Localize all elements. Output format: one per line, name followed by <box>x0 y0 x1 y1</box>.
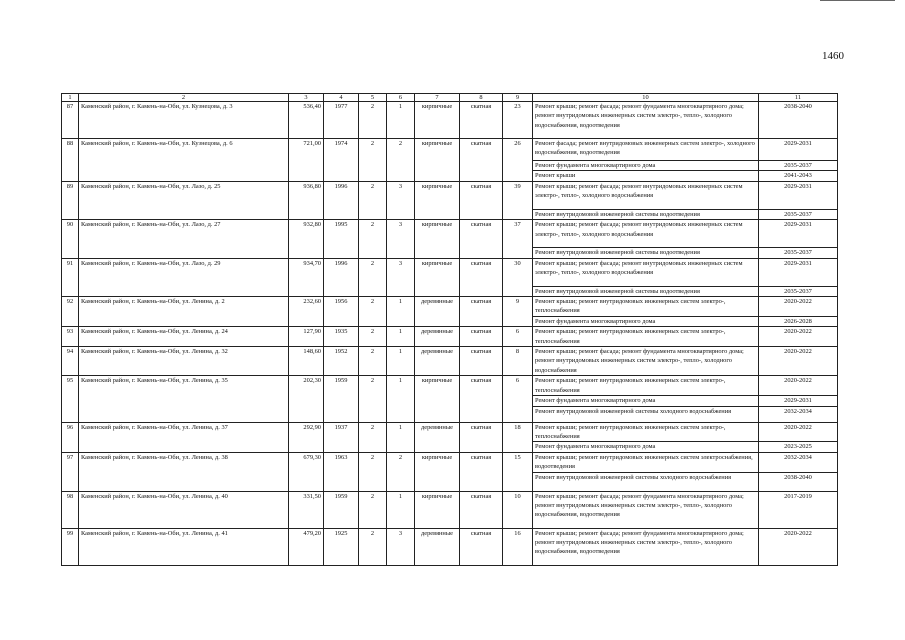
work-period: 2038-2040 <box>759 472 838 491</box>
work-period: 2029-2031 <box>759 220 838 248</box>
work-period: 2020-2022 <box>759 347 838 376</box>
wall-material: кирпичные <box>415 376 460 422</box>
wall-material: кирпичные <box>415 452 460 491</box>
total-area: 292,90 <box>289 422 324 452</box>
wall-material: кирпичные <box>415 258 460 296</box>
work-period: 2020-2022 <box>759 376 838 396</box>
col-header-7: 7 <box>415 94 460 102</box>
table-row <box>62 347 838 376</box>
record-number: 89 <box>62 181 79 219</box>
work-description: Ремонт крыши; ремонт фасада; ремонт внутридомовых инженерных систем электро-, тепло-, холодного водоснабжения <box>533 258 759 286</box>
table-row <box>62 422 838 442</box>
work-description: Ремонт внутридомовой инженерной системы водоотведения <box>533 248 759 258</box>
table-row <box>62 181 838 209</box>
entrances-count: 3 <box>387 181 415 219</box>
record-number: 93 <box>62 327 79 347</box>
floors-count: 2 <box>359 528 387 565</box>
address: Каменский район, г. Камень-на-Оби, ул. Ленина, д. 41 <box>79 528 289 565</box>
col-header-3: 3 <box>289 94 324 102</box>
page-number: 1460 <box>822 50 844 62</box>
top-edge-line <box>820 0 895 2</box>
work-description: Ремонт внутридомовой инженерной системы холодного водоснабжения <box>533 472 759 491</box>
table-row <box>62 139 838 161</box>
total-area: 232,60 <box>289 297 324 327</box>
total-area: 148,60 <box>289 347 324 376</box>
address: Каменский район, г. Камень-на-Оби, ул. Кузнецова, д. 6 <box>79 139 289 182</box>
work-period: 2029-2031 <box>759 139 838 161</box>
wall-material: деревянные <box>415 528 460 565</box>
work-description: Ремонт крыши; ремонт фасада; ремонт внутридомовых инженерных систем электро-, тепло-, холодного водоснабжения <box>533 181 759 209</box>
col-header-11: 11 <box>759 94 838 102</box>
year-built: 1995 <box>324 220 359 258</box>
col-header-4: 4 <box>324 94 359 102</box>
col-header-1: 1 <box>62 94 79 102</box>
address: Каменский район, г. Камень-на-Оби, ул. Ленина, д. 35 <box>79 376 289 422</box>
floors-count: 2 <box>359 491 387 528</box>
work-period: 2041-2043 <box>759 171 838 181</box>
residents-count: 39 <box>503 181 533 219</box>
roof-type: скатная <box>460 327 503 347</box>
floors-count: 2 <box>359 422 387 452</box>
repair-schedule-table <box>61 93 838 566</box>
roof-type: скатная <box>460 452 503 491</box>
record-number: 92 <box>62 297 79 327</box>
floors-count: 2 <box>359 347 387 376</box>
work-description: Ремонт фасада; ремонт внутридомовых инженерных систем электро-, холодного водоснабжения, водоотведения <box>533 139 759 161</box>
work-description: Ремонт внутридомовой инженерной системы водоотведения <box>533 209 759 219</box>
col-header-10: 10 <box>533 94 759 102</box>
year-built: 1977 <box>324 102 359 139</box>
wall-material: кирпичные <box>415 139 460 182</box>
work-period: 2026-2028 <box>759 316 838 326</box>
year-built: 1963 <box>324 452 359 491</box>
wall-material: деревянные <box>415 422 460 452</box>
year-built: 1996 <box>324 181 359 219</box>
residents-count: 26 <box>503 139 533 182</box>
work-period: 2029-2031 <box>759 396 838 406</box>
wall-material: кирпичные <box>415 491 460 528</box>
total-area: 721,00 <box>289 139 324 182</box>
table-row <box>62 220 838 248</box>
work-period: 2038-2040 <box>759 102 838 139</box>
residents-count: 6 <box>503 376 533 422</box>
roof-type: скатная <box>460 139 503 182</box>
entrances-count: 1 <box>387 297 415 327</box>
total-area: 679,30 <box>289 452 324 491</box>
residents-count: 6 <box>503 327 533 347</box>
work-description: Ремонт крыши; ремонт внутридомовых инженерных систем электро-, теплоснабжения <box>533 422 759 442</box>
roof-type: скатная <box>460 491 503 528</box>
floors-count: 2 <box>359 181 387 219</box>
record-number: 95 <box>62 376 79 422</box>
address: Каменский район, г. Камень-на-Оби, ул. Ленина, д. 24 <box>79 327 289 347</box>
table-row <box>62 452 838 472</box>
total-area: 934,70 <box>289 258 324 296</box>
table-body <box>62 94 838 566</box>
address: Каменский район, г. Камень-на-Оби, ул. Ленина, д. 38 <box>79 452 289 491</box>
work-description: Ремонт крыши; ремонт фасада; ремонт фундамента многоквартирного дома; ремонт внутридомовых инженерных систем электро-, тепло-, холодного водоснабжения <box>533 347 759 376</box>
work-description: Ремонт фундамента многоквартирного дома <box>533 396 759 406</box>
floors-count: 2 <box>359 376 387 422</box>
address: Каменский район, г. Камень-на-Оби, ул. Кузнецова, д. 3 <box>79 102 289 139</box>
record-number: 96 <box>62 422 79 452</box>
roof-type: скатная <box>460 347 503 376</box>
roof-type: скатная <box>460 422 503 452</box>
record-number: 97 <box>62 452 79 491</box>
address: Каменский район, г. Камень-на-Оби, ул. Ленина, д. 32 <box>79 347 289 376</box>
record-number: 94 <box>62 347 79 376</box>
work-period: 2035-2037 <box>759 248 838 258</box>
col-header-6: 6 <box>387 94 415 102</box>
col-header-5: 5 <box>359 94 387 102</box>
address: Каменский район, г. Камень-на-Оби, ул. Ленина, д. 37 <box>79 422 289 452</box>
total-area: 127,90 <box>289 327 324 347</box>
floors-count: 2 <box>359 258 387 296</box>
work-description: Ремонт фундамента многоквартирного дома <box>533 316 759 326</box>
year-built: 1959 <box>324 376 359 422</box>
residents-count: 23 <box>503 102 533 139</box>
year-built: 1996 <box>324 258 359 296</box>
work-period: 2017-2019 <box>759 491 838 528</box>
entrances-count: 1 <box>387 327 415 347</box>
table-row <box>62 491 838 528</box>
wall-material: кирпичные <box>415 181 460 219</box>
work-description: Ремонт крыши; ремонт внутридомовых инженерных систем электро-, теплоснабжения <box>533 376 759 396</box>
col-header-8: 8 <box>460 94 503 102</box>
entrances-count: 1 <box>387 422 415 452</box>
work-description: Ремонт крыши; ремонт фасада; ремонт фундамента многоквартирного дома; ремонт внутридомовых инженерных систем электро-, тепло-, холодного водоснабжения, водоотведения <box>533 528 759 565</box>
work-period: 2032-2034 <box>759 452 838 472</box>
table-row <box>62 327 838 347</box>
year-built: 1925 <box>324 528 359 565</box>
total-area: 479,20 <box>289 528 324 565</box>
work-description: Ремонт внутридомовой инженерной системы водоотведения <box>533 286 759 296</box>
floors-count: 2 <box>359 220 387 258</box>
col-header-9: 9 <box>503 94 533 102</box>
wall-material: кирпичные <box>415 102 460 139</box>
entrances-count: 1 <box>387 102 415 139</box>
record-number: 90 <box>62 220 79 258</box>
total-area: 331,50 <box>289 491 324 528</box>
floors-count: 2 <box>359 327 387 347</box>
work-description: Ремонт фундамента многоквартирного дома <box>533 442 759 452</box>
total-area: 936,80 <box>289 181 324 219</box>
residents-count: 18 <box>503 422 533 452</box>
wall-material: деревянные <box>415 347 460 376</box>
roof-type: скатная <box>460 181 503 219</box>
entrances-count: 1 <box>387 491 415 528</box>
work-period: 2032-2034 <box>759 406 838 422</box>
col-header-2: 2 <box>79 94 289 102</box>
work-description: Ремонт крыши; ремонт внутридомовых инженерных систем электро-, теплоснабжения <box>533 327 759 347</box>
entrances-count: 1 <box>387 347 415 376</box>
year-built: 1956 <box>324 297 359 327</box>
entrances-count: 1 <box>387 376 415 422</box>
record-number: 87 <box>62 102 79 139</box>
work-period: 2035-2037 <box>759 209 838 219</box>
roof-type: скатная <box>460 376 503 422</box>
work-period: 2020-2022 <box>759 422 838 442</box>
entrances-count: 2 <box>387 452 415 491</box>
work-period: 2035-2037 <box>759 161 838 171</box>
column-number-row <box>62 94 838 102</box>
wall-material: деревянные <box>415 297 460 327</box>
table-row <box>62 297 838 317</box>
roof-type: скатная <box>460 297 503 327</box>
entrances-count: 3 <box>387 528 415 565</box>
table-row <box>62 102 838 139</box>
residents-count: 15 <box>503 452 533 491</box>
work-description: Ремонт крыши <box>533 171 759 181</box>
address: Каменский район, г. Камень-на-Оби, ул. Ленина, д. 2 <box>79 297 289 327</box>
work-period: 2020-2022 <box>759 528 838 565</box>
residents-count: 30 <box>503 258 533 296</box>
total-area: 202,30 <box>289 376 324 422</box>
work-period: 2020-2022 <box>759 297 838 317</box>
wall-material: деревянные <box>415 327 460 347</box>
total-area: 536,40 <box>289 102 324 139</box>
residents-count: 37 <box>503 220 533 258</box>
address: Каменский район, г. Камень-на-Оби, ул. Лазо, д. 25 <box>79 181 289 219</box>
record-number: 99 <box>62 528 79 565</box>
residents-count: 9 <box>503 297 533 327</box>
record-number: 98 <box>62 491 79 528</box>
floors-count: 2 <box>359 452 387 491</box>
record-number: 91 <box>62 258 79 296</box>
work-period: 2029-2031 <box>759 258 838 286</box>
residents-count: 8 <box>503 347 533 376</box>
roof-type: скатная <box>460 258 503 296</box>
residents-count: 16 <box>503 528 533 565</box>
year-built: 1952 <box>324 347 359 376</box>
table-row <box>62 528 838 565</box>
floors-count: 2 <box>359 297 387 327</box>
table-row <box>62 376 838 396</box>
work-period: 2029-2031 <box>759 181 838 209</box>
work-description: Ремонт крыши; ремонт фасада; ремонт фундамента многоквартирного дома; ремонт внутридомовых инженерных систем электро-, тепло-, холодного водоснабжения, водоотведения <box>533 102 759 139</box>
table-row <box>62 258 838 286</box>
work-description: Ремонт фундамента многоквартирного дома <box>533 161 759 171</box>
roof-type: скатная <box>460 102 503 139</box>
work-description: Ремонт крыши; ремонт фасада; ремонт внутридомовых инженерных систем электро-, тепло-, холодного водоснабжения <box>533 220 759 248</box>
entrances-count: 3 <box>387 220 415 258</box>
address: Каменский район, г. Камень-на-Оби, ул. Лазо, д. 29 <box>79 258 289 296</box>
total-area: 932,80 <box>289 220 324 258</box>
wall-material: кирпичные <box>415 220 460 258</box>
address: Каменский район, г. Камень-на-Оби, ул. Лазо, д. 27 <box>79 220 289 258</box>
work-period: 2023-2025 <box>759 442 838 452</box>
roof-type: скатная <box>460 220 503 258</box>
work-description: Ремонт крыши; ремонт внутридомовых инженерных систем электроснабжения, водоотведения <box>533 452 759 472</box>
work-description: Ремонт внутридомовой инженерной системы холодного водоснабжения <box>533 406 759 422</box>
residents-count: 10 <box>503 491 533 528</box>
work-period: 2020-2022 <box>759 327 838 347</box>
year-built: 1937 <box>324 422 359 452</box>
floors-count: 2 <box>359 139 387 182</box>
work-description: Ремонт крыши; ремонт фасада; ремонт фундамента многоквартирного дома; ремонт внутридомовых инженерных систем электро-, тепло-, холодного водоснабжения, водоотведения <box>533 491 759 528</box>
year-built: 1974 <box>324 139 359 182</box>
roof-type: скатная <box>460 528 503 565</box>
entrances-count: 3 <box>387 258 415 296</box>
address: Каменский район, г. Камень-на-Оби, ул. Ленина, д. 40 <box>79 491 289 528</box>
year-built: 1935 <box>324 327 359 347</box>
entrances-count: 2 <box>387 139 415 182</box>
work-description: Ремонт крыши; ремонт внутридомовых инженерных систем электро-, теплоснабжения <box>533 297 759 317</box>
year-built: 1959 <box>324 491 359 528</box>
floors-count: 2 <box>359 102 387 139</box>
work-period: 2035-2037 <box>759 286 838 296</box>
record-number: 88 <box>62 139 79 182</box>
